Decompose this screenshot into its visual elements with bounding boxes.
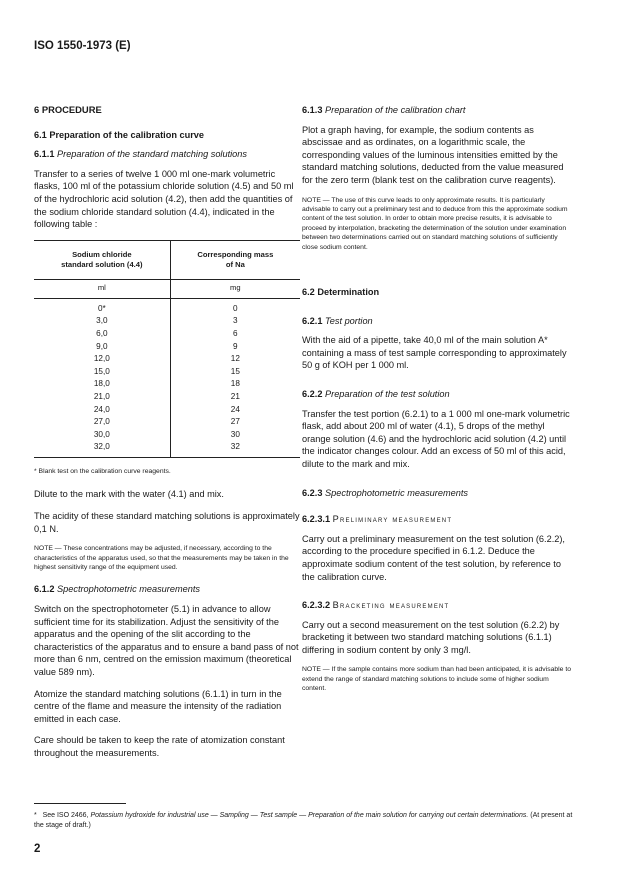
footnote-text-post: (At present at the stage of draft.) (34, 812, 573, 829)
cell-volume: 3,0 (34, 315, 170, 328)
table-body (34, 298, 300, 457)
section-title: Preparation of the calibration chart (325, 105, 466, 115)
table-row (34, 391, 300, 404)
section-6-2-2-heading (302, 388, 574, 401)
cell-volume: 6,0 (34, 328, 170, 341)
paragraph: Atomize the standard matching solutions (6.1.1) in turn in the centre of the flame and measure the intensity of the radiation emitted in each case. (34, 688, 282, 724)
table-row (34, 353, 300, 366)
document-header: ISO 1550-1973 (E) (34, 40, 131, 52)
table-footnote: * Blank test on the calibration curve reagents. (34, 467, 171, 475)
cell-mass: 32 (170, 441, 300, 457)
table-row (34, 315, 300, 328)
table-row (34, 366, 300, 379)
page-footnote (34, 811, 574, 830)
section-number: 6.2.1 (302, 315, 323, 326)
section-number: 6.2.2 (302, 388, 323, 399)
cell-mass: 24 (230, 404, 240, 414)
section-6-1-2-heading (34, 583, 300, 596)
section-6-1-3-heading (302, 104, 574, 117)
paragraph: Carry out a preliminary measurement on the test solution (6.2.2), according to the procedure specified in 6.1.2. Deduce the approximate sodium content of the test solution, by reference to the calibration curve. (302, 533, 565, 582)
cell-mass: 21 (230, 391, 240, 401)
table-header-mass-na: Corresponding mass of Na (170, 240, 300, 279)
cell-mass: 9 (233, 341, 238, 351)
section-6-2-3-heading (302, 487, 574, 500)
cell-mass: 30 (230, 429, 240, 439)
cell-volume: 0* (34, 298, 170, 315)
paragraph: With the aid of a pipette, take 40,0 ml of the main solution A* containing a mass of test sample corresponding to approximately 50 g of KOH per 1 000 ml. (302, 335, 567, 371)
section-number: 6.1.3 (302, 105, 323, 115)
cell-mass: 15 (230, 366, 240, 376)
table-row (34, 328, 300, 341)
section-title: Bracketing measurement (332, 600, 450, 611)
cell-volume: 9,0 (34, 341, 170, 354)
paragraph: Transfer the test portion (6.2.1) to a 1 000 ml one-mark volumetric flask, add about 200 ml of water (4.1), 5 drops of the methyl orange solution (4.6) and the hydrochloric acid solution (4.2) until the indicator changes colour. Add an excess of 50 ml of this acid, dilute to the mark and mix. (302, 408, 570, 469)
section-6-1-heading: 6.1 Preparation of the calibration curve (34, 129, 205, 140)
right-column (302, 104, 574, 705)
section-title: Spectrophotometric measurements (325, 487, 468, 498)
footnote-title: Potassium hydroxide for industrial use — Sampling — Test sample — Preparation of the main solution for carrying out certain determinations. (90, 812, 529, 819)
section-6-2-3-1-heading (302, 513, 574, 526)
paragraph: Dilute to the mark with the water (4.1) and mix. (34, 489, 224, 500)
paragraph: Carry out a second measurement on the test solution (6.2.2) by bracketing it between two standard matching solutions (6.1.1) differing in sodium content by only 3 mg/l. (302, 619, 560, 655)
paragraph: Care should be taken to keep the rate of atomization constant throughout the measurements. (34, 735, 285, 758)
cell-mass: 27 (230, 417, 240, 427)
cell-mass: 3 (233, 316, 238, 326)
note: NOTE — The use of this curve leads to only approximate results. It is particularly advisable to carry out a preliminary test and to deduce from this the approximate sodium content of the test solution. In order to obtain more precise results, it is advisable to proceed by interpolation, bracketing the determination of the solution under examination between two determinations carried out on standard matching solutions of sufficiently close sodium content. (302, 196, 568, 251)
paragraph: Switch on the spectrophotometer (5.1) in advance to allow sufficient time for its stabilization. Adjust the sensitivity of the apparatus and the opening of the slit according to the characteristics of the apparatus and to ensure a band pass of not more than 6 nm, centred on the emission maximum (theoretical value 589 nm). (34, 604, 299, 678)
cell-volume: 27,0 (34, 416, 170, 429)
table-row (34, 416, 300, 429)
cell-volume: 24,0 (34, 404, 170, 417)
section-number: 6.2.3.2 (302, 600, 331, 611)
section-title: Test portion (325, 315, 373, 326)
table-row (34, 404, 300, 417)
cell-volume: 18,0 (34, 378, 170, 391)
cell-volume: 15,0 (34, 366, 170, 379)
table-row (34, 341, 300, 354)
section-6-2-heading: 6.2 Determination (302, 287, 380, 297)
section-number: 6.1.1 (34, 149, 55, 160)
table-row (34, 378, 300, 391)
cell-mass: 12 (230, 354, 240, 364)
table-unit-ml: ml (34, 279, 170, 298)
section-number: 6.2.3.1 (302, 514, 331, 525)
page-number: 2 (34, 843, 41, 855)
paragraph: The acidity of these standard matching solutions is approximately 0,1 N. (34, 511, 300, 534)
paragraph: Transfer to a series of twelve 1 000 ml one-mark volumetric flasks, 100 ml of the potassium chloride solution (4.5) and 50 ml of the hydrochloric acid solution (4.2), then add the quantities of the sodium chloride standard solution (4.4), indicated in the following table : (34, 168, 294, 230)
table-row (34, 429, 300, 442)
cell-volume: 30,0 (34, 429, 170, 442)
section-title: Spectrophotometric measurements (57, 584, 200, 595)
section-6-2-1-heading (302, 315, 574, 328)
table-row (34, 298, 300, 315)
table-row (34, 441, 300, 457)
table-unit-mg: mg (170, 279, 300, 298)
calibration-table (34, 240, 300, 458)
left-column (34, 104, 300, 769)
footnote-rule (34, 803, 126, 804)
cell-mass: 6 (233, 328, 238, 338)
cell-mass: 18 (230, 379, 240, 389)
section-6-1-1-heading (34, 148, 300, 161)
section-6-2-3-2-heading (302, 599, 574, 612)
section-title: Preparation of the test solution (325, 388, 450, 399)
cell-volume: 21,0 (34, 391, 170, 404)
note: NOTE — These concentrations may be adjusted, if necessary, according to the characteristics of the apparatus used, so that the measurements may be taken in the highest sensitivity range of the equipment used. (34, 545, 289, 572)
cell-volume: 32,0 (34, 441, 170, 457)
cell-volume: 12,0 (34, 353, 170, 366)
table-header-sodium-chloride: Sodium chloride standard solution (4.4) (34, 240, 170, 279)
footnote-text-pre: See ISO 2466, (42, 812, 89, 819)
note: NOTE — If the sample contains more sodium than had been anticipated, it is advisable to extend the range of standard matching solutions to include some of higher sodium content. (302, 666, 571, 693)
section-6-heading: 6 PROCEDURE (34, 104, 102, 115)
section-title: Preliminary measurement (332, 514, 453, 525)
footnote-mark: * (34, 812, 37, 819)
section-title: Preparation of the standard matching solutions (57, 149, 247, 160)
paragraph: Plot a graph having, for example, the sodium contents as abscissae and as ordinates, on a logarithmic scale, the corresponding values of the luminous intensities emitted by the standard matching solutions, deducted from the value measured for the zero term (blank test on the calibration curve reagents). (302, 124, 564, 185)
section-number: 6.1.2 (34, 584, 55, 595)
cell-mass: 0 (233, 303, 238, 313)
section-number: 6.2.3 (302, 487, 323, 498)
